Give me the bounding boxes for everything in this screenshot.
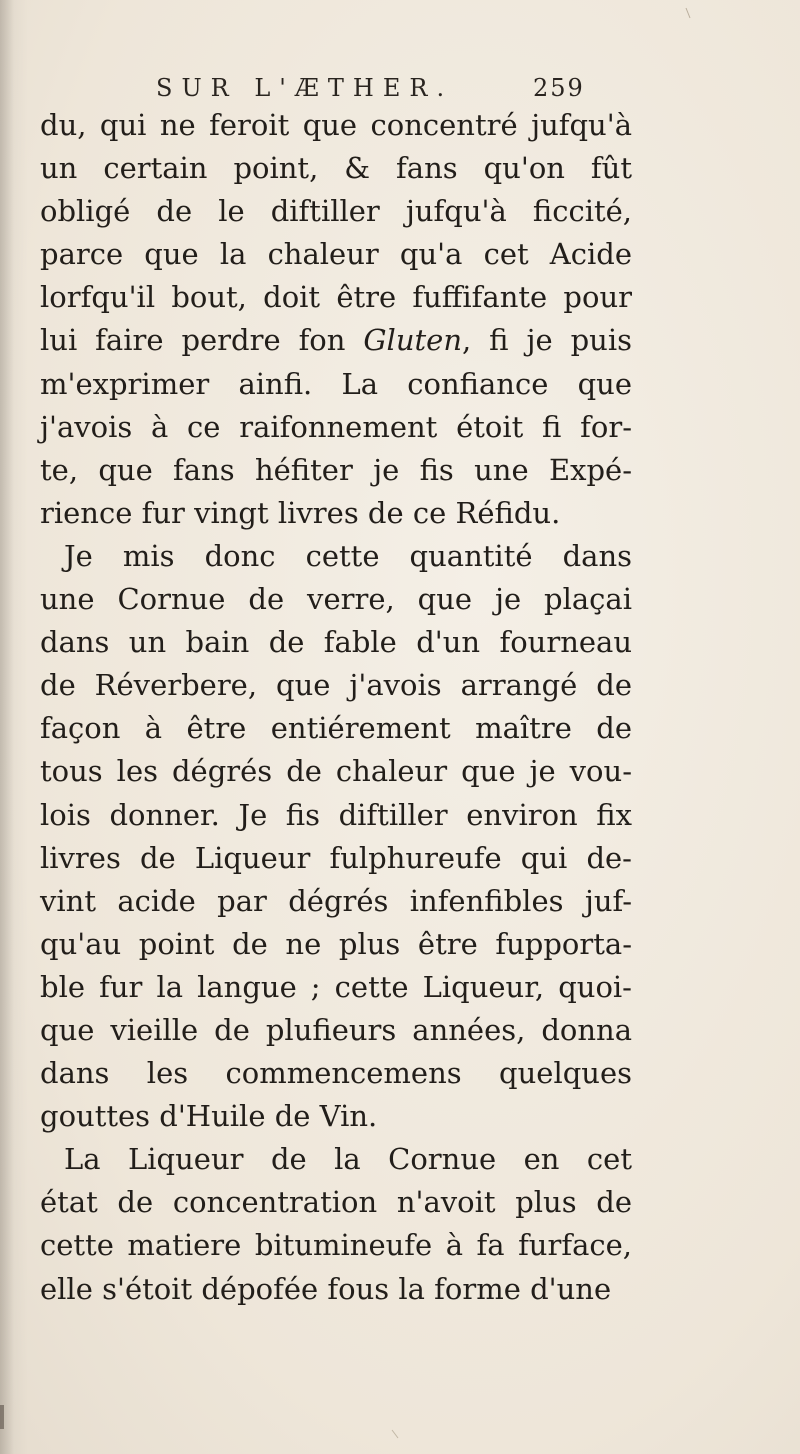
paper-scratch-mark xyxy=(686,8,690,18)
paper-scratch-mark xyxy=(392,1430,398,1438)
text-line: rience fur vingt livres de ce Réfidu. xyxy=(40,495,561,530)
text-line: un certain point, & fans qu'on fût xyxy=(40,151,632,186)
text-line: gouttes d'Huile de Vin. xyxy=(40,1099,378,1134)
text-line: une Cornue de verre, que je plaçai xyxy=(40,582,632,617)
text-line: lorfqu'il bout, doit être fuffifante pour xyxy=(40,280,632,315)
text-line: du, qui ne feroit que concentré jufqu'à xyxy=(40,108,632,142)
text-line: cette matiere bitumineufe à fa furface, xyxy=(40,1228,632,1263)
text-line: livres de Liqueur fulphureufe qui de- xyxy=(40,840,632,875)
text-line: j'avois à ce raifonnement étoit fi for- xyxy=(40,409,632,444)
text-line: façon à être entiérement maître de xyxy=(40,711,632,746)
running-head-title: SUR L'ÆTHER. xyxy=(156,74,454,102)
text-line: état de concentration n'avoit plus de xyxy=(40,1185,632,1220)
page-number: 259 xyxy=(533,74,585,102)
text-line: La Liqueur de la Cornue en cet xyxy=(64,1142,632,1177)
body-text xyxy=(40,104,632,1311)
italic-term: Gluten xyxy=(363,323,463,358)
text-line: elle s'étoit dépofée fous la forme d'une xyxy=(40,1271,612,1306)
text-line: dans les commencemens quelques xyxy=(40,1056,632,1091)
text-line: qu'au point de ne plus être fupporta- xyxy=(40,926,632,961)
text-segment: , fi je puis xyxy=(462,323,632,358)
text-line: m'exprimer ainfi. La confiance que xyxy=(40,366,632,401)
gutter-shadow xyxy=(0,0,14,1454)
text-segment: lui faire perdre fon xyxy=(40,323,364,358)
text-line: parce que la chaleur qu'a cet Acide xyxy=(40,237,632,272)
text-line: dans un bain de fable d'un fourneau xyxy=(40,625,632,660)
text-line: vint acide par dégrés infenfibles juf- xyxy=(40,883,632,918)
text-line: Je mis donc cette quantité dans xyxy=(64,538,632,573)
text-line xyxy=(40,319,632,362)
text-line: tous les dégrés de chaleur que je vou- xyxy=(40,754,632,789)
text-line: ble fur la langue ; cette Liqueur, quoi- xyxy=(40,969,632,1004)
text-line: lois donner. Je fis diftiller environ fix xyxy=(40,797,632,832)
text-line: que vieille de plufieurs années, donna xyxy=(40,1012,632,1047)
text-line: de Réverbere, que j'avois arrangé de xyxy=(40,668,632,703)
text-line: te, que fans héfiter je fis une Expé- xyxy=(40,452,632,487)
text-line: obligé de le diftiller jufqu'à ficcité, xyxy=(40,194,632,229)
